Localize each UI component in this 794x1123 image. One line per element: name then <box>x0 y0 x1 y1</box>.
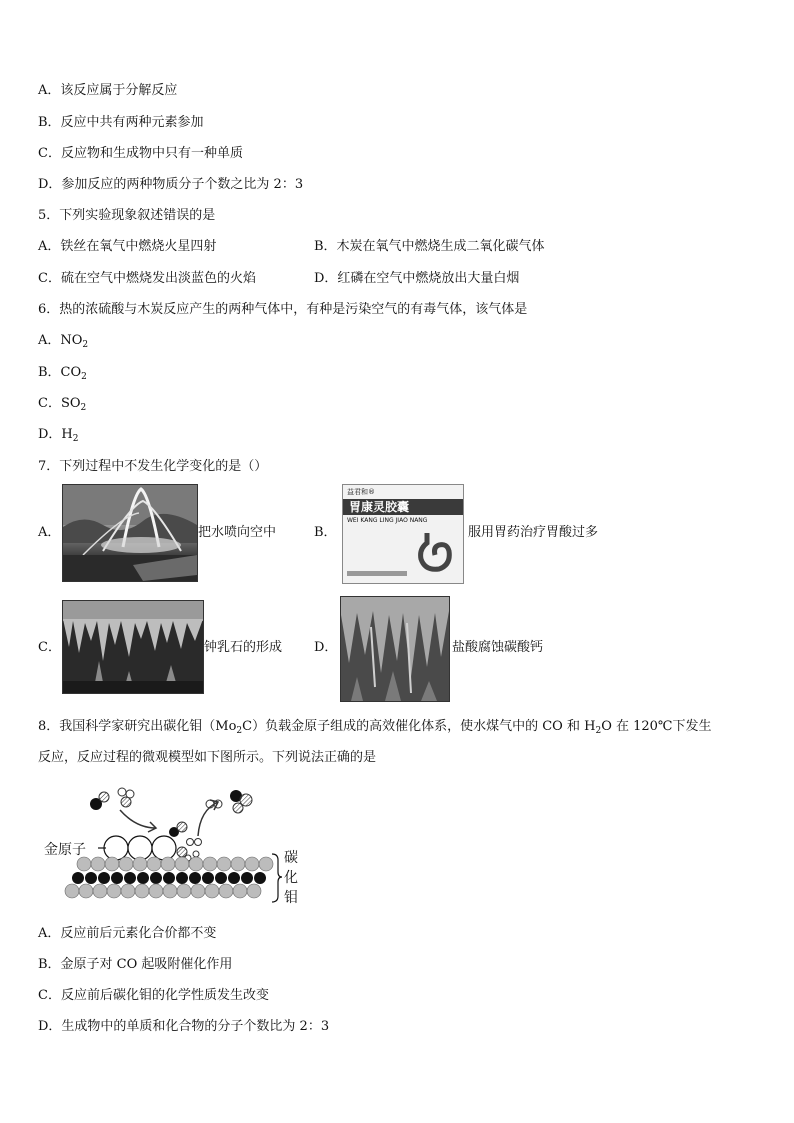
q8-stem-line2: 反应，反应过程的微观模型如下图所示。下列说法正确的是 <box>38 750 377 765</box>
q7-option-a-letter: A． <box>38 525 61 540</box>
box-title: 胃康灵胶囊 <box>349 500 410 514</box>
box-pinyin: WEI KANG LING JIAO NANG <box>347 517 428 524</box>
q7-stem: 7．下列过程中不发生化学变化的是（） <box>38 459 268 474</box>
q8-option-a: A．反应前后元素化合价都不变 <box>38 926 217 941</box>
q7-option-d-text: 盐酸腐蚀碳酸钙 <box>452 640 544 655</box>
q5-option-c: C．硫在空气中燃烧发出淡蓝色的火焰 <box>38 271 256 286</box>
q5-option-a: A．铁丝在氧气中燃烧火星四射 <box>38 239 217 254</box>
q7-option-c-letter: C． <box>38 640 61 655</box>
q8-option-b: B．金原子对 CO 起吸附催化作用 <box>38 957 233 972</box>
cave-photo <box>340 596 450 702</box>
q7-option-b-text: 服用胃药治疗胃酸过多 <box>468 525 599 540</box>
q7-option-d-letter: D． <box>314 640 338 655</box>
stalactite-photo <box>62 600 204 694</box>
q6-option-a: A．$NO_2$ <box>38 333 89 350</box>
fountain-photo <box>62 484 198 582</box>
q4-option-d: D．参加反应的两种物质分子个数之比为 2：3 <box>38 177 304 192</box>
q6-stem: 6．热的浓硫酸与木炭反应产生的两种气体中，有种是污染空气的有毒气体，该气体是 <box>38 302 528 317</box>
q5-stem: 5．下列实验现象叙述错误的是 <box>38 208 216 223</box>
q8-option-c: C．反应前后碳化钼的化学性质发生改变 <box>38 988 269 1003</box>
q6-option-c: C．$SO_2$ <box>38 396 87 413</box>
q7-option-b-letter: B． <box>314 525 337 540</box>
q5-option-d: D．红磷在空气中燃烧放出大量白烟 <box>314 271 520 286</box>
q4-option-c: C．反应物和生成物中只有一种单质 <box>38 146 243 161</box>
q4-option-b: B．反应中共有两种元素参加 <box>38 115 204 130</box>
q7-option-a-text: 把水喷向空中 <box>198 525 277 540</box>
medicine-box-photo <box>342 484 464 584</box>
stomach-icon <box>413 529 457 573</box>
q4-option-a: A．该反应属于分解反应 <box>38 83 178 98</box>
q7-option-c-text: 钟乳石的形成 <box>204 640 283 655</box>
q5-option-b: B．木炭在氧气中燃烧生成二氧化碳气体 <box>314 239 545 254</box>
q6-option-b: B．$CO_2$ <box>38 365 87 382</box>
box-brand: 益君和® <box>347 488 375 496</box>
carbide-label: 碳 化 钼 <box>284 850 298 906</box>
gold-atom-label: 金原子 <box>44 842 86 858</box>
q6-option-d: D．$H_2$ <box>38 427 79 444</box>
q8-option-d: D．生成物中的单质和化合物的分子个数比为 2：3 <box>38 1019 330 1034</box>
catalyst-diagram <box>38 780 308 910</box>
q8-stem: 8．我国科学家研究出碳化钼$(Mo_2C)$负载金原子组成的高效催化体系，使水煤气中的 CO 和 $H_2O$ 在 120℃下发生 <box>38 719 712 736</box>
